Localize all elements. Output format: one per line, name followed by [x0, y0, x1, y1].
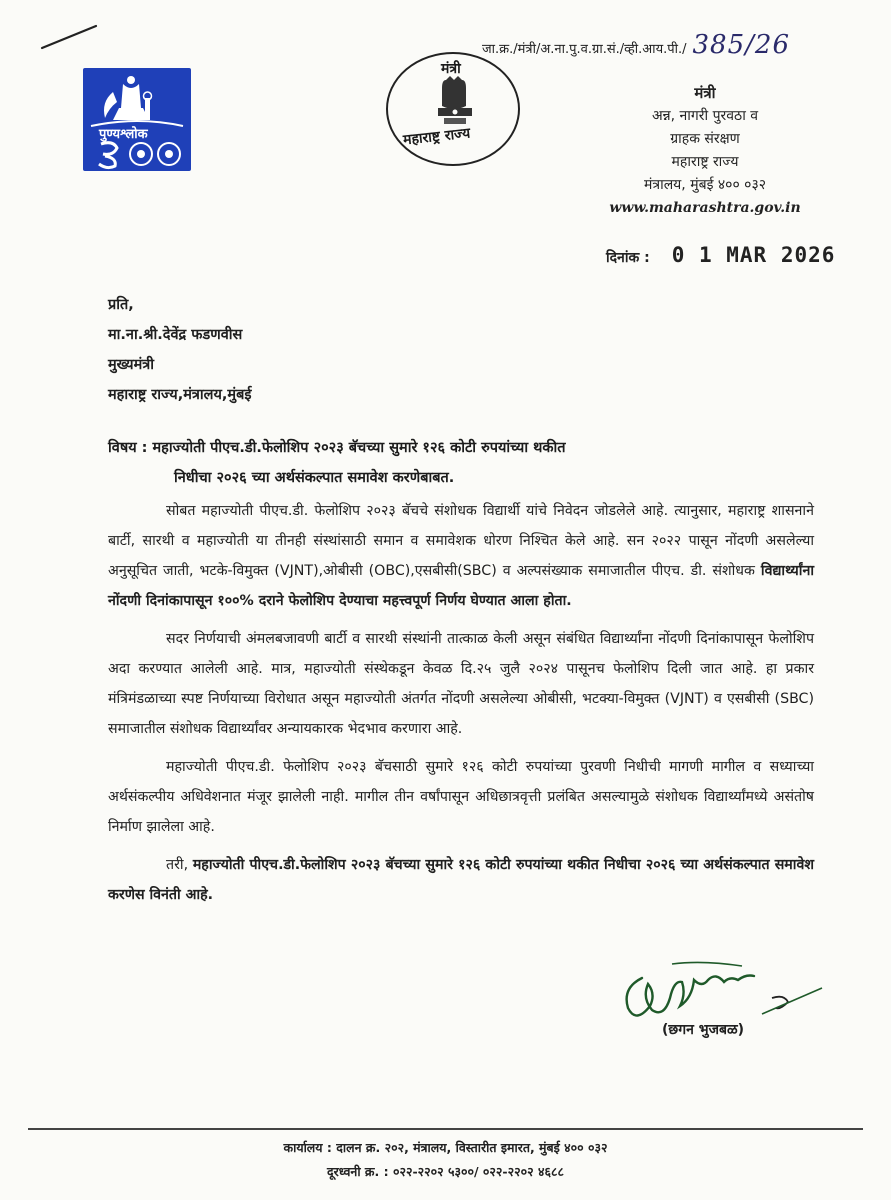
- body-paragraph-1: [108, 496, 814, 616]
- office-line-3: महाराष्ट्र राज्य: [671, 154, 739, 170]
- seal-top-text: मंत्री: [441, 61, 461, 77]
- office-line-1: अन्न, नागरी पुरवठा व: [651, 108, 759, 124]
- addressee-line-1: प्रति,: [108, 297, 134, 313]
- date-stamp: 0 1 MAR 2026: [671, 243, 836, 267]
- logo-text: पुण्यश्लोक: [99, 127, 148, 142]
- footer-divider: [28, 1128, 863, 1130]
- footer-phone-numbers: दूरध्वनी क्र. : ०२२-२२०२ ५३००/ ०२२-२२०२ ४६८८: [327, 1164, 564, 1179]
- body-paragraph-3: महाज्योती पीएच.डी. फेलोशिप २०२३ बॅचसाठी सुमारे १२६ कोटी रुपयांच्या पुरवणी निधीची मागणी मागील व सध्याच्या अर्थसंकल्पीय अधिवेशनात मंजूर झालेली नाही. मागील तीन वर्षांपासून अधिछात्रवृत्ती प्रलंबित असल्यामुळे संशोधक विद्यार्थ्यांमध्ये असंतोष निर्माण झालेला आहे.: [108, 759, 814, 835]
- letter-body: [108, 496, 814, 918]
- office-website: www.maharashtra.gov.in: [609, 200, 801, 216]
- seal-bottom-text: महाराष्ट्र राज्य: [402, 125, 472, 149]
- addressee-line-2: मा.ना.श्री.देवेंद्र फडणवीस: [108, 327, 243, 343]
- subject-line-2: निधीचा २०२६ च्या अर्थसंकल्पात समावेश करणेबाबत.: [174, 470, 455, 486]
- body-paragraph-1-text: सोबत महाज्योती पीएच.डी. फेलोशिप २०२३ बॅचचे संशोधक विद्यार्थी यांचे निवेदन जोडलेले आहे. त्यानुसार, महाराष्ट्र शासनाने बार्टी, सारथी व महाज्योती या तीनही संस्थांसाठी समान व समावेशक धोरण निश्चित केले आहे. सन २०२२ पासून नोंदणी असलेल्या अनुसूचित जाती, भटके-विमुक्त (VJNT),ओबीसी (OBC),एसबीसी(SBC) व अल्पसंख्याक समाजातील पीएच. डी. संशोधक: [108, 503, 814, 579]
- body-paragraph-2: सदर निर्णयाची अंमलबजावणी बार्टी व सारथी संस्थांनी तात्काळ केली असून संबंधित विद्यार्थ्यांना नोंदणी दिनांकापासून फेलोशिप अदा करण्यात आलेली आहे. मात्र, महाज्योती संस्थेकडून केवळ दि.२५ जुलै २०२४ पासूनच फेलोशिप दिली जात आहे. हा प्रकार मंत्रिमंडळाच्या स्पष्ट निर्णयाच्या विरोधात असून महाज्योती अंतर्गत नोंदणी असलेल्या ओबीसी, भटक्या-विमुक्त (VJNT) व एसबीसी (SBC) समाजातील संशोधक विद्यार्थ्यांवर अन्यायकारक भेदभाव करणारा आहे.: [108, 631, 814, 737]
- addressee-block: [108, 290, 251, 410]
- body-paragraph-1-bold: विद्यार्थ्यांना नोंदणी दिनांकापासून १००% दराने फेलोशिप देण्याचा महत्त्वपूर्ण निर्णय घेण्यात आला होता.: [108, 563, 814, 609]
- date-row: [606, 243, 835, 267]
- handwritten-signature: [612, 958, 832, 1028]
- addressee-line-3: मुख्यमंत्री: [108, 357, 154, 373]
- reference-number: [482, 30, 790, 60]
- office-line-2: ग्राहक संरक्षण: [670, 131, 740, 147]
- body-paragraph-4-bold: महाज्योती पीएच.डी.फेलोशिप २०२३ बॅचच्या सुमारे १२६ कोटी रुपयांच्या थकीत निधीचा २०२६ च्या अर्थसंकल्पात समावेश करणेस विनंती आहे.: [108, 857, 814, 903]
- office-title: मंत्री: [694, 84, 716, 102]
- signer-name: (छगन भुजबळ): [662, 1022, 745, 1038]
- addressee-line-4: महाराष्ट्र राज्य,मंत्रालय,मुंबई: [108, 387, 252, 403]
- date-label: दिनांक :: [606, 250, 650, 266]
- footer-office-address: कार्यालय : दालन क्र. २०२, मंत्रालय, विस्तारीत इमारत, मुंबई ४०० ०३२: [283, 1140, 608, 1155]
- pen-stroke-mark: [40, 22, 100, 52]
- reference-number-printed: जा.क्र./मंत्री/अ.ना.पु.व.ग्रा.सं./व्ही.आय.पी./: [482, 42, 687, 57]
- minister-office-block: [600, 82, 810, 220]
- office-line-4: मंत्रालय, मुंबई ४०० ०३२: [643, 177, 767, 193]
- body-paragraph-4: [108, 850, 814, 910]
- reference-number-handwritten: 385/26: [692, 30, 790, 60]
- subject-block: [108, 433, 808, 493]
- punyashlok-300-logo: [83, 68, 191, 171]
- subject-line-1: विषय : महाज्योती पीएच.डी.फेलोशिप २०२३ बॅचच्या सुमारे १२६ कोटी रुपयांच्या थकीत: [108, 440, 566, 456]
- body-paragraph-4-text: तरी,: [166, 857, 193, 873]
- footer-block: [0, 1136, 891, 1184]
